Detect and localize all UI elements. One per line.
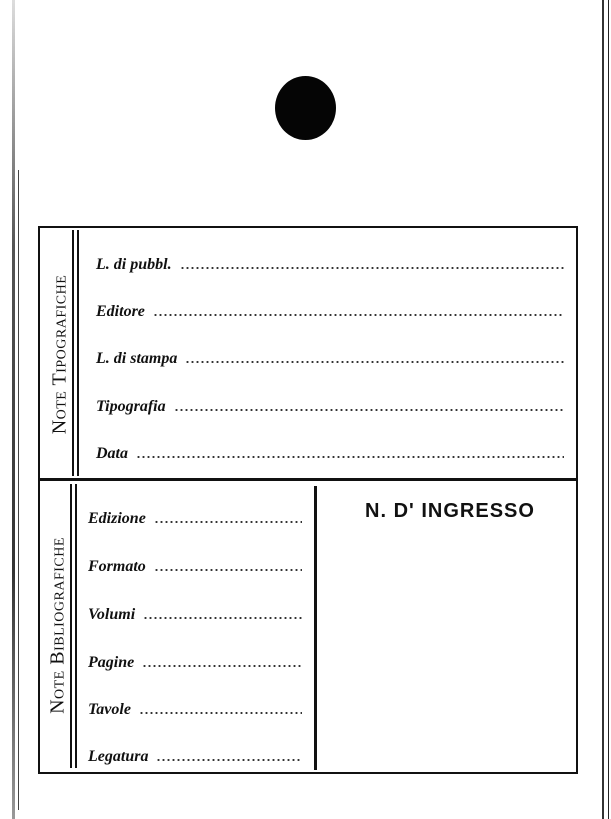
field-label: Tipografia (96, 398, 166, 415)
field-pagine (88, 646, 302, 672)
field-label: Data (96, 445, 128, 462)
section-divider (38, 478, 578, 481)
field-label: Legatura (88, 748, 149, 765)
ingresso-divider (314, 486, 317, 770)
field-tipografia (96, 390, 564, 416)
fill-line (180, 267, 564, 269)
field-formato (88, 550, 302, 576)
fill-line (136, 456, 564, 458)
field-luogo-stampa (96, 342, 564, 368)
tipografiche-rule-1 (72, 230, 74, 476)
tipografiche-title: Note Tipografiche (48, 274, 71, 435)
fill-line (143, 617, 302, 619)
field-data (96, 437, 564, 463)
field-tavole (88, 693, 302, 719)
field-label: Edizione (88, 510, 146, 527)
field-editore (96, 295, 564, 321)
field-label: Volumi (88, 606, 136, 623)
fill-line (154, 569, 302, 571)
card-left-edge (12, 0, 15, 819)
punch-hole (275, 76, 336, 140)
field-label: L. di stampa (96, 350, 178, 367)
fill-line (153, 314, 564, 316)
fill-line (174, 409, 564, 411)
field-edizione (88, 502, 302, 528)
card-right-edge (602, 0, 604, 819)
numero-ingresso-label: N. D' INGRESSO (365, 500, 535, 522)
fill-line (185, 361, 564, 363)
bibliografiche-title: Note Bibliografiche (46, 537, 69, 714)
fill-line (156, 759, 302, 761)
fill-line (142, 665, 302, 667)
card-right-outer-edge (608, 0, 609, 819)
fill-line (139, 712, 302, 714)
field-label: Pagine (88, 654, 135, 671)
tipografiche-rule-2 (77, 230, 79, 476)
field-label: Editore (96, 303, 145, 320)
card-left-inner-edge (18, 170, 19, 810)
field-legatura (88, 740, 302, 766)
bibliografiche-rule-1 (70, 484, 72, 768)
field-label: Tavole (88, 701, 131, 718)
field-volumi (88, 598, 302, 624)
field-luogo-pubblicazione (96, 248, 564, 274)
field-label: Formato (88, 558, 146, 575)
field-label: L. di pubbl. (96, 256, 172, 273)
fill-line (154, 521, 302, 523)
bibliografiche-rule-2 (75, 484, 77, 768)
